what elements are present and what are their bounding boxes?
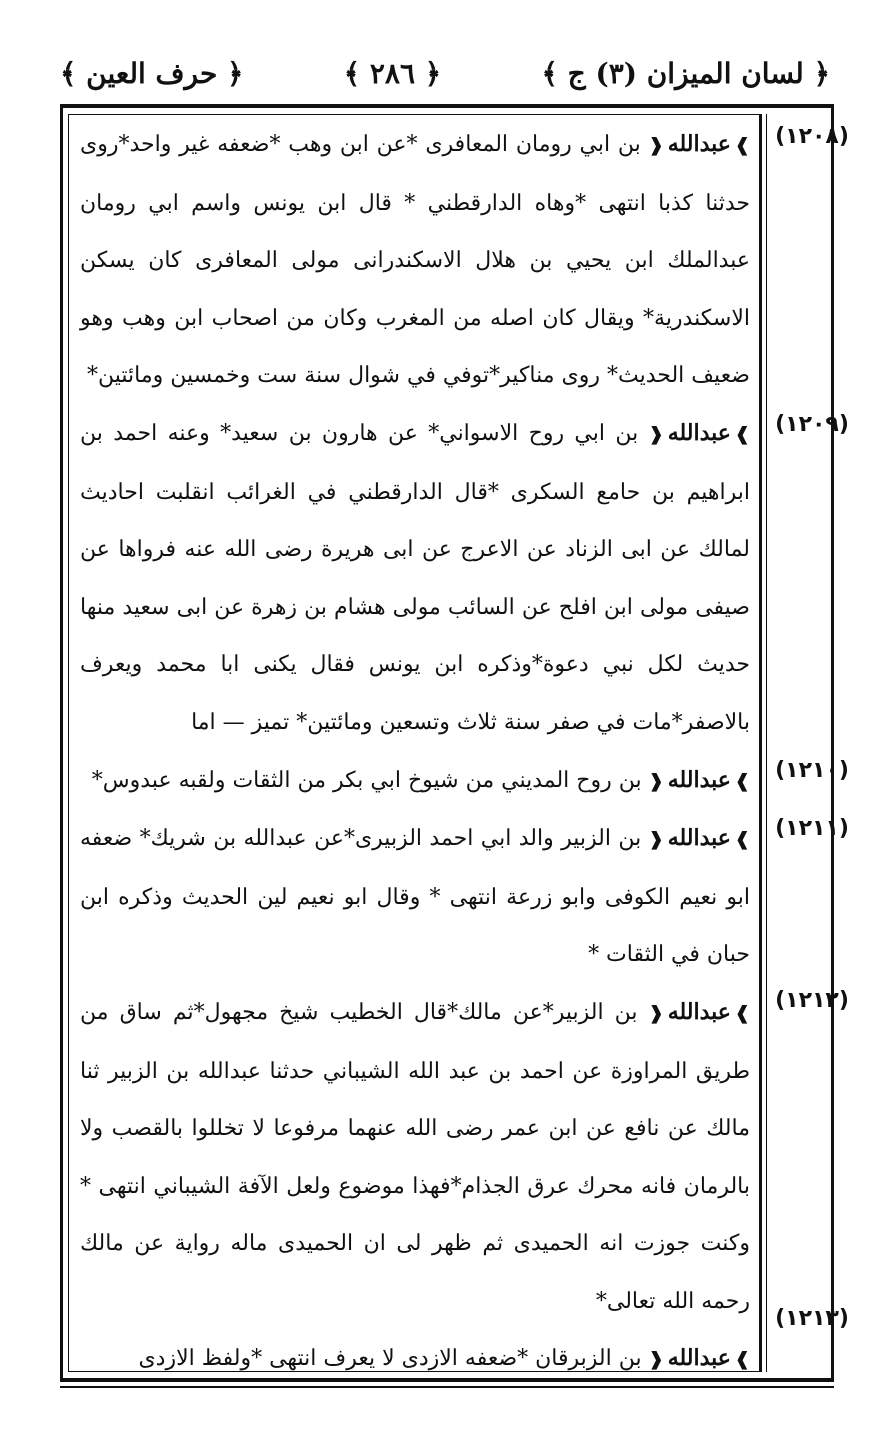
entry-number: (١٢١٢) [775, 988, 849, 1013]
entry-name: ❱ عبدالله ❰ [649, 420, 750, 446]
entry-text: بن روح المديني من شيوخ ابي بكر من الثقات ولقبه عبدوس* [91, 767, 642, 793]
body-text [80, 116, 750, 1372]
entry-1209 [80, 405, 750, 752]
entry-number: (١٢١١) [775, 816, 849, 841]
entry-1211 [80, 810, 750, 984]
entry-1208 [80, 116, 750, 405]
entry-number: (١٢١٠) [775, 758, 849, 783]
entry-text: بن الزبير والد ابي احمد الزبيرى*عن عبدالله بن شريك* ضعفه ابو نعيم الكوفى وابو زرعة انتهى * وقال ابو نعيم لين الحديث وذكره ابن حبان في الثقات * [80, 826, 750, 968]
entry-text: بن الزبرقان *ضعفه الازدى لا يعرف انتهى *ولفظ الازدى [138, 1346, 642, 1372]
entry-number: (١٢٠٨) [775, 124, 849, 149]
entry-name: ❱ عبدالله ❰ [649, 999, 750, 1025]
entry-name: ❱ عبدالله ❰ [649, 767, 750, 793]
book-title: ﴿ لسان الميزان (٣) ج ﴾ [541, 56, 830, 90]
page-number: ﴿ ٢٨٦ ﴾ [343, 56, 442, 90]
entry-name: ❱ عبدالله ❰ [649, 825, 750, 851]
entry-text: بن الزبير*عن مالك*قال الخطيب شيخ مجهول*ثم ساق من طريق المراوزة عن احمد بن عبد الله الشيباني حدثنا عبدالله بن الزبير ثنا مالك عن نافع عن ابن عمر رضى الله عنهما مرفوعا لا تخللوا بالقصب ولا بالرمان فانه محرك عرق الجذام*فهذا موضوع ولعل الآفة الشيباني انتهى * وكنت جوزت انه الحميدى ثم ظهر لى ان الحميدى ماله رواية عن مالك رحمه الله تعالى* [80, 999, 750, 1314]
margin-rule-inner [766, 114, 767, 1372]
entry-number: (١٢١٣) [775, 1306, 849, 1331]
entry-name: ❱ عبدالله ❰ [649, 131, 750, 157]
entry-1212 [80, 984, 750, 1331]
bottom-rule [60, 1386, 834, 1388]
entry-text: بن ابي روح الاسواني* عن هارون بن سعيد* وعنه احمد بن ابراهيم بن حامع السكرى *قال الدارقطني في الغرائب انقلبت احاديث لمالك عن ابى الزناد عن الاعرج عن ابى هريرة رضى الله عنه فرواها عن صيفى مولى ابن افلح عن السائب مولى هشام بن زهرة عن ابى سعيد منها حديث لكل نبي دعوة*وذكره ابن يونس فقال يكنى ابا محمد ويعرف بالاصفر*مات في صفر سنة ثلاث وتسعين ومائتين* تميز — اما [80, 420, 750, 735]
entry-text: بن ابي رومان المعافرى *عن ابن وهب *ضعفه غير واحد*روى حدثنا كذبا انتهى *وهاه الدارقطني * قال ابن يونس واسم ابي رومان عبدالملك ابن يحيي بن هلال الاسكندرانى مولى المعافرى كان يسكن الاسكندرية* ويقال كان اصله من المغرب وكان من اصحاب ابن وهب وهو ضعيف الحديث* روى مناكير*توفي في شوال سنة ست وخمسين ومائتين* [80, 132, 750, 389]
entry-1210 [80, 752, 750, 811]
entry-number: (١٢٠٩) [775, 412, 849, 437]
section-title: ﴿ حرف العين ﴾ [60, 56, 244, 90]
entry-name: ❱ عبدالله ❰ [649, 1345, 750, 1371]
running-header [60, 48, 830, 98]
entry-1213 [80, 1330, 750, 1389]
margin-rule [760, 114, 762, 1372]
